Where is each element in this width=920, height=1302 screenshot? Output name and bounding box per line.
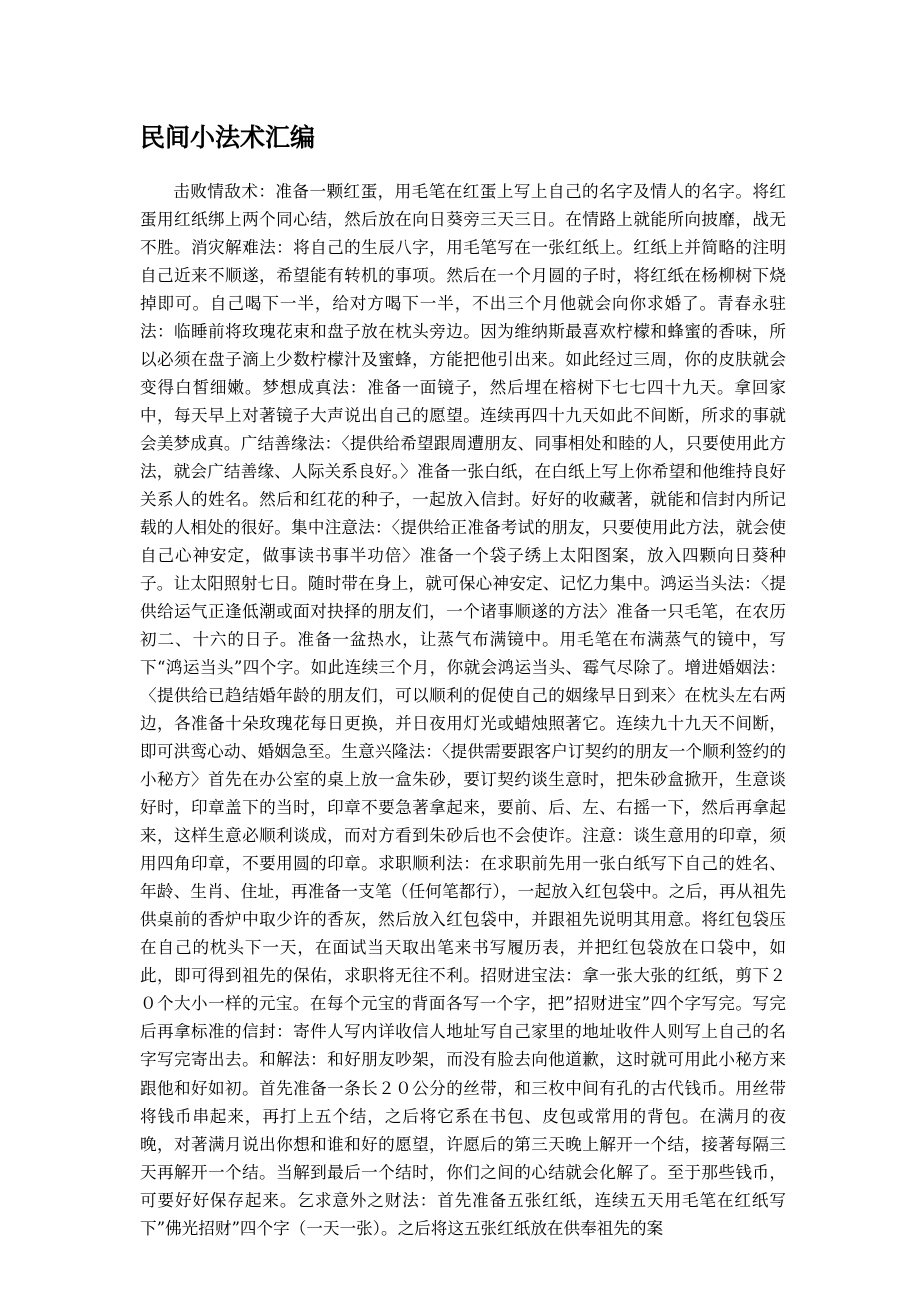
- document-body-paragraph: 击败情敌术：准备一颗红蛋，用毛笔在红蛋上写上自己的名字及情人的名字。将红蛋用红纸绑上两个同心结，然后放在向日葵旁三天三日。在情路上就能所向披靡，战无不胜。消灾解难法：将自己的生辰八字，用毛笔写在一张红纸上。红纸上并简略的注明自己近来不顺遂，希望能有转机的事项。然后在一个月圆的子时，将红纸在杨柳树下烧掉即可。自己喝下一半，给对方喝下一半，不出三个月他就会向你求婚了。青春永驻法：临睡前将玫瑰花束和盘子放在枕头旁边。因为维纳斯最喜欢柠檬和蜂蜜的香味，所以必须在盘子滴上少数柠檬汁及蜜蜂，方能把他引出来。如此经过三周，你的皮肤就会变得白皙细嫩。梦想成真法：准备一面镜子，然后埋在榕树下七七四十九天。拿回家中，每天早上对著镜子大声说出自己的愿望。连续再四十九天如此不间断，所求的事就会美梦成真。广结善缘法：〈提供给希望跟周遭朋友、同事相处和睦的人，只要使用此方法，就会广结善缘、人际关系良好。〉准备一张白纸，在白纸上写上你希望和他维持良好关系人的姓名。然后和红花的种子，一起放入信封。好好的收藏著，就能和信封内所记载的人相处的很好。集中注意法：〈提供给正准备考试的朋友，只要使用此方法，就会使自己心神安定，做事读书事半功倍〉准备一个袋子绣上太阳图案，放入四颗向日葵种子。让太阳照射七日。随时带在身上，就可保心神安定、记忆力集中。鸿运当头法：〈提供给运气正逢低潮或面对抉择的朋友们，一个诸事顺遂的方法〉准备一只毛笔，在农历初二、十六的日子。准备一盆热水，让蒸气布满镜中。用毛笔在布满蒸气的镜中，写下“鸿运当头”四个字。如此连续三个月，你就会鸿运当头、霉气尽除了。增进婚姻法：〈提供给已趋结婚年龄的朋友们，可以顺利的促使自己的姻缘早日到来〉在枕头左右两边，各准备十朵玫瑰花每日更换，并日夜用灯光或蜡烛照著它。连续九十九天不间断，即可洪鸾心动、婚姻急至。生意兴隆法：〈提供需要跟客户订契约的朋友一个顺利签约的小秘方〉首先在办公室的桌上放一盒朱砂，要订契约谈生意时，把朱砂盒掀开，生意谈好时，印章盖下的当时，印章不要急著拿起来，要前、后、左、右摇一下，然后再拿起来，这样生意必顺利谈成，而对方看到朱砂后也不会使诈。注意：谈生意用的印章，须用四角印章，不要用圆的印章。求职顺利法：在求职前先用一张白纸写下自己的姓名、年龄、生肖、住址，再准备一支笔（任何笔都行），一起放入红包袋中。之后，再从祖先供桌前的香炉中取少许的香灰，然后放入红包袋中，并跟祖先说明其用意。将红包袋压在自己的枕头下一天，在面试当天取出笔来书写履历表，并把红包袋放在口袋中，如此，即可得到祖先的保佑，求职将无往不利。招财进宝法：拿一张大张的红纸，剪下２０个大小一样的元宝。在每个元宝的背面各写一个字，把”招财进宝”四个字写完。写完后再拿标准的信封：寄件人写内详收信人地址写自己家里的地址收件人则写上自己的名字写完寄出去。和解法：和好朋友吵架，而没有脸去向他道歉，这时就可用此小秘方来跟他和好如初。首先准备一条长２０公分的丝带，和三枚中间有孔的古代钱币。用丝带将钱币串起来，再打上五个结，之后将它系在书包、皮包或常用的背包。在满月的夜晚，对著满月说出你想和谁和好的愿望，许愿后的第三天晚上解开一个结，接著每隔三天再解开一个结。当解到最后一个结时，你们之间的心结就会化解了。至于那些钱币，可要好好保存起来。乞求意外之财法：首先准备五张红纸，连续五天用毛笔在红纸写下”佛光招财”四个字（一天一张）。之后将这五张红纸放在供奉祖先的案: [140, 182, 786, 1238]
- document-title: 民间小法术汇编: [140, 123, 316, 152]
